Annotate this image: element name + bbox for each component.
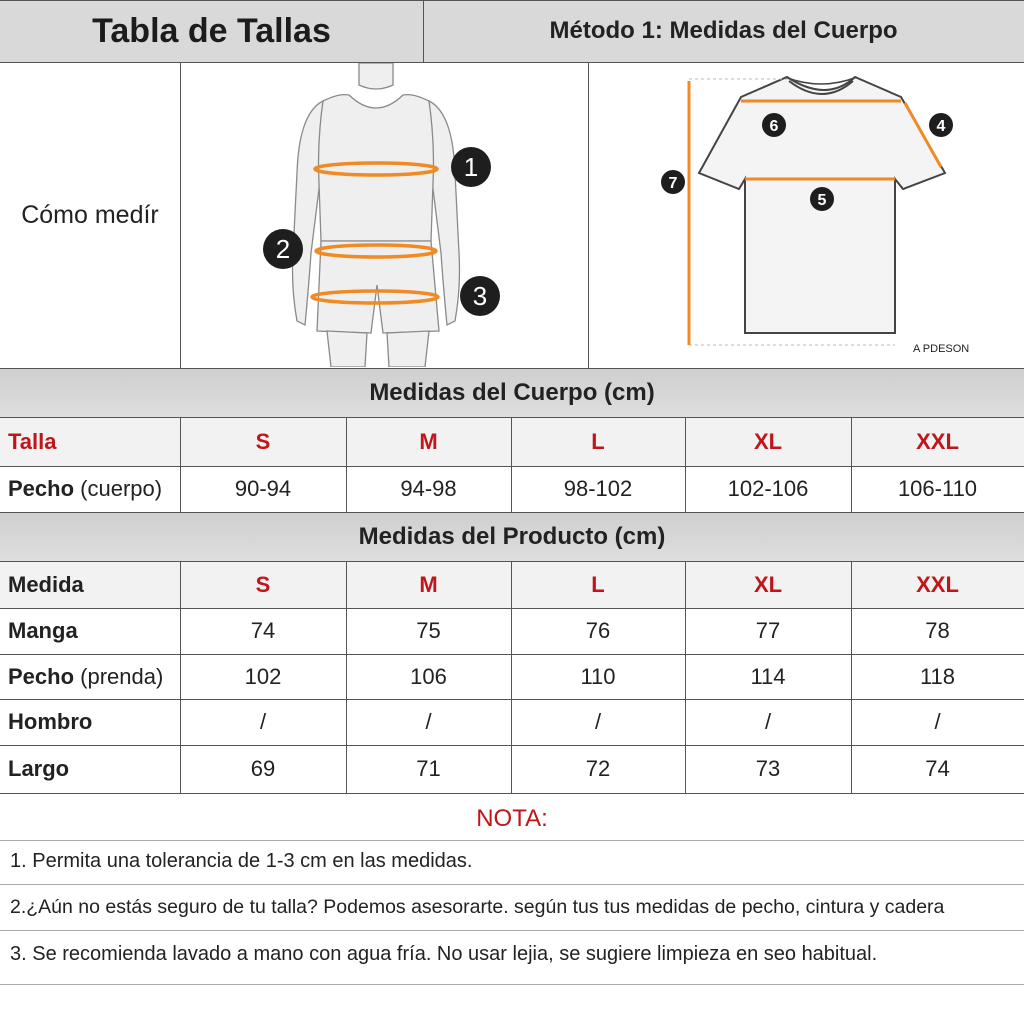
- grid-line: [346, 417, 347, 512]
- manga-label: Manga: [8, 618, 78, 643]
- product-size-xxl: XXL: [851, 562, 1024, 608]
- largo-l: 72: [585, 756, 611, 781]
- grid-line: [423, 0, 424, 62]
- note-1: 1. Permita una tolerancia de 1-3 cm en las medidas.: [10, 849, 473, 872]
- svg-text:3: 3: [472, 281, 488, 311]
- pecho-m: 106: [410, 663, 447, 689]
- grid-line: [180, 62, 181, 368]
- grid-line: [0, 793, 1024, 794]
- grid-line: [685, 417, 686, 512]
- grid-line: [346, 561, 347, 793]
- grid-line: [0, 62, 1024, 63]
- grid-line: [588, 62, 589, 368]
- pecho-xl: 114: [750, 663, 786, 689]
- marker-1: [451, 147, 491, 187]
- largo-xxl: 74: [925, 756, 950, 781]
- hombro-xxl: /: [934, 709, 941, 734]
- svg-text:2: 2: [275, 234, 291, 264]
- grid-line: [0, 699, 1024, 700]
- hombro-l: /: [594, 709, 602, 734]
- marker-5: [810, 187, 834, 211]
- grid-line: [0, 984, 1024, 985]
- body-value-s: 90-94: [234, 476, 292, 501]
- method-title: Método 1: Medidas del Cuerpo: [423, 0, 1024, 62]
- product-size-s: S: [180, 562, 346, 608]
- body-value-xxl: 106-110: [897, 476, 978, 501]
- size-xl: XL: [685, 418, 851, 466]
- talla-header: Talla: [0, 418, 180, 466]
- grid-line: [0, 745, 1024, 746]
- hombro-label: Hombro: [8, 709, 93, 734]
- grid-line: [0, 840, 1024, 841]
- manga-xl: 77: [755, 618, 781, 643]
- nota-title: NOTA:: [476, 805, 548, 832]
- svg-text:6: 6: [769, 118, 779, 135]
- hombro-s: /: [259, 709, 267, 734]
- product-measurements-title: Medidas del Producto (cm): [0, 513, 1024, 561]
- pecho-cuerpo-label: Pecho (cuerpo): [8, 476, 163, 501]
- grid-line: [0, 608, 1024, 609]
- body-value-l: 98-102: [563, 476, 633, 501]
- note-3: 3. Se recomienda lavado a mano con agua fría. No usar lejia, se sugiere limpieza en seo habitual.: [10, 942, 878, 965]
- body-measurement-illustration: [181, 63, 588, 367]
- grid-line: [511, 561, 512, 793]
- page-title: Tabla de Tallas: [0, 0, 423, 62]
- grid-line: [0, 0, 1024, 1]
- grid-line: [0, 417, 1024, 418]
- body-value-xl: 102-106: [727, 476, 809, 501]
- grid-line: [851, 417, 852, 512]
- marker-2: [263, 229, 303, 269]
- manga-m: 75: [416, 618, 441, 643]
- svg-text:7: 7: [668, 175, 678, 192]
- marker-3: [460, 276, 500, 316]
- pecho-xxl: 118: [919, 663, 956, 689]
- pecho-s: 102: [244, 663, 282, 689]
- medida-header: Medida: [0, 562, 180, 608]
- marker-7: [661, 170, 685, 194]
- marker-6: [762, 113, 786, 137]
- watermark: A PDESON: [913, 343, 970, 355]
- pecho-l: 110: [580, 663, 616, 689]
- grid-line: [511, 417, 512, 512]
- grid-line: [0, 466, 1024, 467]
- product-size-l: L: [511, 562, 685, 608]
- hombro-xl: /: [764, 709, 772, 734]
- grid-line: [0, 884, 1024, 885]
- how-to-measure-label: Cómo medír: [21, 201, 159, 229]
- marker-4: [929, 113, 953, 137]
- grid-line: [851, 561, 852, 793]
- manga-l: 76: [585, 618, 611, 643]
- product-size-xl: XL: [685, 562, 851, 608]
- grid-line: [0, 512, 1024, 513]
- size-m: M: [346, 418, 511, 466]
- grid-line: [0, 654, 1024, 655]
- svg-text:4: 4: [936, 118, 946, 135]
- grid-line: [0, 368, 1024, 369]
- svg-text:1: 1: [463, 152, 479, 182]
- body-measurements-title: Medidas del Cuerpo (cm): [0, 369, 1024, 417]
- size-s: S: [180, 418, 346, 466]
- svg-text:5: 5: [817, 192, 827, 209]
- largo-m: 71: [416, 756, 441, 781]
- note-2: 2.¿Aún no estás seguro de tu talla? Podemos asesorarte. según tus tus medidas de pecho, cintura y cadera: [10, 895, 945, 918]
- largo-s: 69: [250, 756, 276, 781]
- size-l: L: [511, 418, 685, 466]
- product-size-m: M: [346, 562, 511, 608]
- largo-xl: 73: [755, 756, 781, 781]
- size-xxl: XXL: [851, 418, 1024, 466]
- grid-line: [180, 561, 181, 793]
- shirt-measurement-illustration: [589, 63, 1024, 367]
- grid-line: [180, 417, 181, 512]
- pecho-prenda-label: Pecho (prenda): [8, 663, 164, 689]
- largo-label: Largo: [8, 756, 70, 781]
- manga-xxl: 78: [925, 618, 950, 643]
- manga-s: 74: [250, 618, 276, 643]
- hombro-m: /: [425, 709, 432, 734]
- body-value-m: 94-98: [400, 476, 457, 501]
- grid-line: [0, 930, 1024, 931]
- grid-line: [685, 561, 686, 793]
- grid-line: [0, 561, 1024, 562]
